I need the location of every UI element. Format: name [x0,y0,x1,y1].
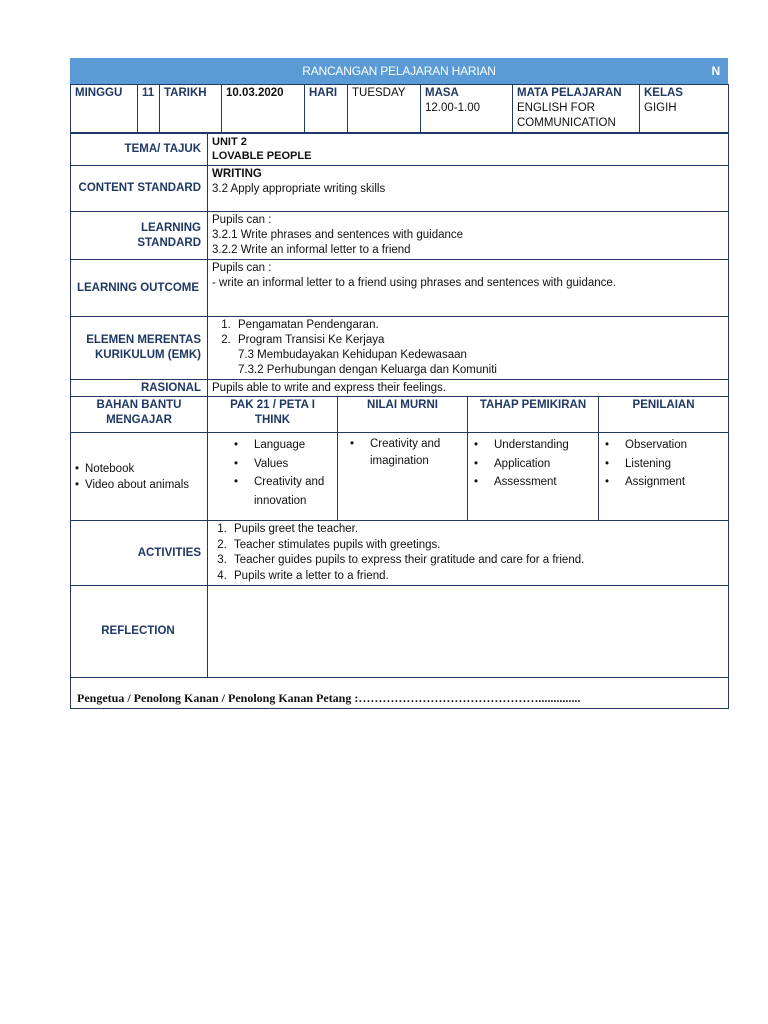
bbm-item: • Notebook [75,461,203,477]
pak-cell [208,433,338,521]
emk-sub-item: 7.3 Membudayakan Kehidupan Kedewasaan [238,349,467,361]
activities-cell [208,521,729,586]
tema-cell [208,134,729,166]
content-standard-cell [208,166,729,212]
pak-list [212,436,333,510]
penilaian-cell [599,433,729,521]
lesson-plan-sheet [70,58,728,709]
content-standard-text: 3.2 Apply appropriate writing skills [212,183,386,195]
tema-label: TEMA/ TAJUK [71,134,208,166]
learning-outcome-label: LEARNING OUTCOME [71,260,208,317]
tahap-header: TAHAP PEMIKIRAN [468,397,599,433]
reflection-cell[interactable] [208,586,729,678]
bbm-header: BAHAN BANTU MENGAJAR [71,397,208,433]
activity-item: 1. Pupils greet the teacher. [230,522,724,538]
penilaian-list [597,436,724,492]
masa-value: 12.00-1.00 [425,102,480,114]
header-table [70,84,729,133]
emk-list [212,318,724,348]
bbm-list [75,461,203,493]
nilai-list [342,436,463,470]
learning-standard-cell [208,212,729,260]
emk-sub-item: 7.3.2 Perhubungan dengan Keluarga dan Komuniti [238,364,497,376]
mata-cell [513,85,640,133]
pak-item: • Language [226,436,333,455]
emk-cell [208,317,729,380]
tahap-item: • Assessment [466,473,594,492]
mata-label: MATA PELAJARAN [517,87,622,99]
tahap-item: • Understanding [466,436,594,455]
emk-item: 2. Program Transisi Ke Kerjaya [234,333,724,348]
minggu-value: 11 [138,85,160,133]
mata-value: ENGLISH FOR COMMUNICATION [517,102,616,129]
penilaian-item: • Observation [597,436,724,455]
tarikh-value: 10.03.2020 [222,85,305,133]
reflection-label: REFLECTION [71,586,208,678]
learning-outcome-cell [208,260,729,317]
content-standard-heading: WRITING [212,168,262,180]
learning-standard-item: 3.2.2 Write an informal letter to a friend [212,244,411,256]
penilaian-item: • Listening [597,455,724,474]
corner-mark: N [711,64,720,78]
tarikh-label: TARIKH [160,85,222,133]
learning-outcome-intro: Pupils can : [212,262,272,274]
bbm-item: • Video about animals [75,477,203,493]
masa-cell [421,85,513,133]
activity-item: 3. Teacher guides pupils to express their gratitude and care for a friend. [230,553,724,569]
learning-standard-item: 3.2.1 Write phrases and sentences with guidance [212,229,464,241]
penilaian-item: • Assignment [597,473,724,492]
penilaian-header: PENILAIAN [599,397,729,433]
learning-standard-label: LEARNING STANDARD [71,212,208,260]
pak-item: • Values [226,455,333,474]
nilai-cell [338,433,468,521]
signature-line: Pengetua / Penolong Kanan / Penolong Kanan Petang :……………………………………….............. [71,678,729,709]
hari-label: HARI [305,85,348,133]
tema-title: LOVABLE PEOPLE [212,150,312,162]
title-bar [70,58,728,84]
tahap-cell [468,433,599,521]
nilai-header: NILAI MURNI [338,397,468,433]
nilai-item: • Creativity and imagination [342,436,463,470]
tahap-item: • Application [466,455,594,474]
body-table [70,133,729,709]
bbm-cell [71,433,208,521]
hari-value: TUESDAY [348,85,421,133]
activities-list [212,522,724,584]
kelas-value: GIGIH [644,102,677,114]
activity-item: 4. Pupils write a letter to a friend. [230,569,724,585]
learning-standard-intro: Pupils can : [212,214,272,226]
tahap-list [466,436,594,492]
page-title: RANCANGAN PELAJARAN HARIAN [302,64,496,78]
learning-outcome-text: - write an informal letter to a friend using phrases and sentences with guidance. [212,277,616,289]
rasional-label: RASIONAL [71,380,208,397]
pak-header: PAK 21 / PETA I THINK [208,397,338,433]
minggu-label: MINGGU [71,85,138,133]
pak-item: • Creativity and innovation [226,473,333,510]
rasional-text: Pupils able to write and express their feelings. [208,380,729,397]
emk-item: 1. Pengamatan Pendengaran. [234,318,724,333]
masa-label: MASA [425,87,459,99]
activity-item: 2. Teacher stimulates pupils with greetings. [230,538,724,554]
kelas-cell [640,85,729,133]
activities-label: ACTIVITIES [71,521,208,586]
content-standard-label: CONTENT STANDARD [71,166,208,212]
kelas-label: KELAS [644,87,683,99]
tema-unit: UNIT 2 [212,136,247,148]
emk-label: ELEMEN MERENTAS KURIKULUM (EMK) [71,317,208,380]
